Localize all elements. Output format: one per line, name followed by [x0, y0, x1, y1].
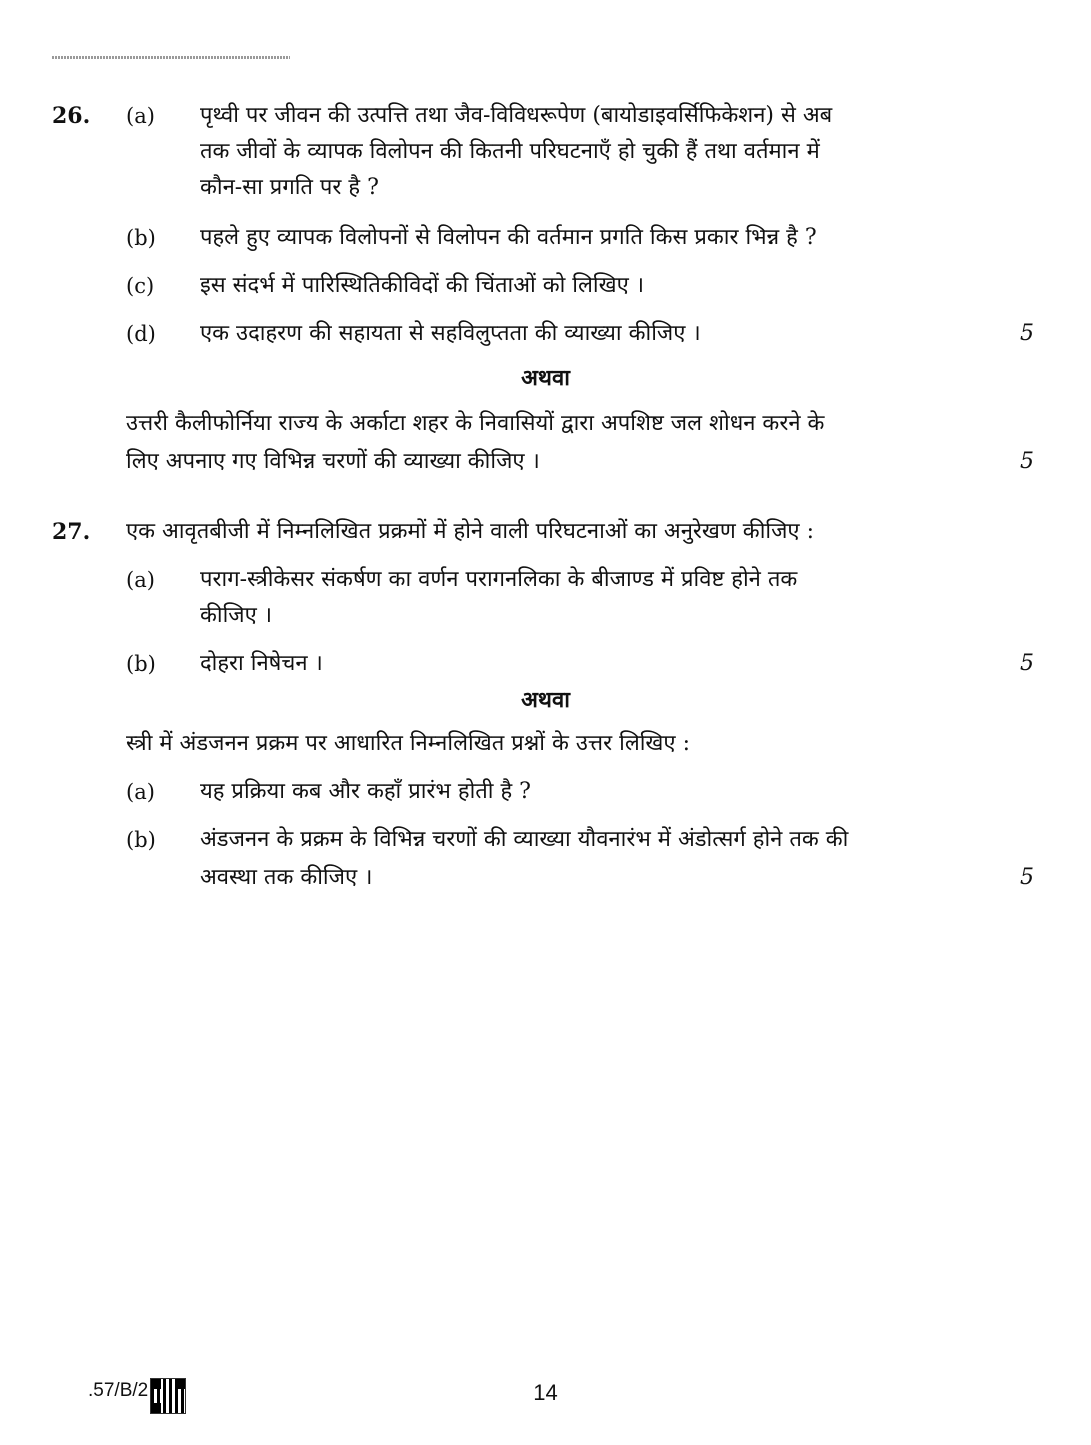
q27-or-a-label: (a) [126, 780, 155, 804]
page-number: 14 [533, 1380, 558, 1405]
q27-or-b-marks: 5 [1020, 865, 1034, 890]
paper-code: .57/B/2 [88, 1380, 149, 1401]
question-27-number: 27. [52, 519, 91, 545]
q27-or-intro: स्त्री में अंडजनन प्रक्रम पर आधारित निम्नलिखित प्रश्नों के उत्तर लिखिए : [126, 731, 691, 756]
q26-b-text: पहले हुए व्यापक विलोपनों से विलोपन की वर्तमान प्रगति किस प्रकार भिन्न है ? [200, 225, 817, 250]
q26-c-label: (c) [126, 274, 155, 298]
q26-a-label: (a) [126, 104, 155, 128]
q26-b-label: (b) [126, 226, 156, 250]
q27-a-line-2: कीजिए । [200, 603, 273, 628]
q26-a-line-1: पृथ्वी पर जीवन की उत्पत्ति तथा जैव-विविधरूपेण (बायोडाइवर्सिफिकेशन) से अब [200, 103, 833, 128]
q27-or-label: अथवा [521, 687, 570, 713]
q27-b-marks: 5 [1020, 651, 1034, 676]
q26-or-line-1: उत्तरी कैलीफोर्निया राज्य के अर्काटा शहर के निवासियों द्वारा अपशिष्ट जल शोधन करने के [126, 411, 825, 436]
q27-b-text: दोहरा निषेचन । [200, 651, 323, 676]
q27-or-b-label: (b) [126, 828, 156, 852]
q26-or-marks: 5 [1020, 449, 1034, 474]
q26-a-line-2: तक जीवों के व्यापक विलोपन की कितनी परिघटनाएँ हो चुकी हैं तथा वर्तमान में [200, 139, 820, 164]
q26-a-line-3: कौन-सा प्रगति पर है ? [200, 175, 379, 200]
q27-a-label: (a) [126, 568, 155, 592]
q27-b-label: (b) [126, 652, 156, 676]
q26-c-text: इस संदर्भ में पारिस्थितिकीविदों की चिंताओं को लिखिए । [200, 273, 645, 298]
q27-or-a-text: यह प्रक्रिया कब और कहाँ प्रारंभ होती है ? [200, 779, 531, 804]
q26-d-marks: 5 [1020, 321, 1034, 346]
q27-or-b-line-2: अवस्था तक कीजिए । [200, 865, 373, 890]
header-rule [52, 56, 290, 59]
q27-or-b-line-1: अंडजनन के प्रक्रम के विभिन्न चरणों की व्याख्या यौवनारंभ में अंडोत्सर्ग होने तक की [200, 827, 849, 852]
q27-intro: एक आवृतबीजी में निम्नलिखित प्रक्रमों में होने वाली परिघटनाओं का अनुरेखण कीजिए : [126, 519, 814, 544]
question-26-number: 26. [52, 103, 91, 129]
q26-or-label: अथवा [521, 365, 570, 391]
q26-d-label: (d) [126, 322, 156, 346]
q27-a-line-1: पराग-स्त्रीकेसर संकर्षण का वर्णन परागनलिका के बीजाण्ड में प्रविष्ट होने तक [200, 567, 798, 592]
q26-or-line-2: लिए अपनाए गए विभिन्न चरणों की व्याख्या कीजिए । [126, 449, 540, 474]
q26-d-text: एक उदाहरण की सहायता से सहविलुप्तता की व्याख्या कीजिए । [200, 321, 701, 346]
